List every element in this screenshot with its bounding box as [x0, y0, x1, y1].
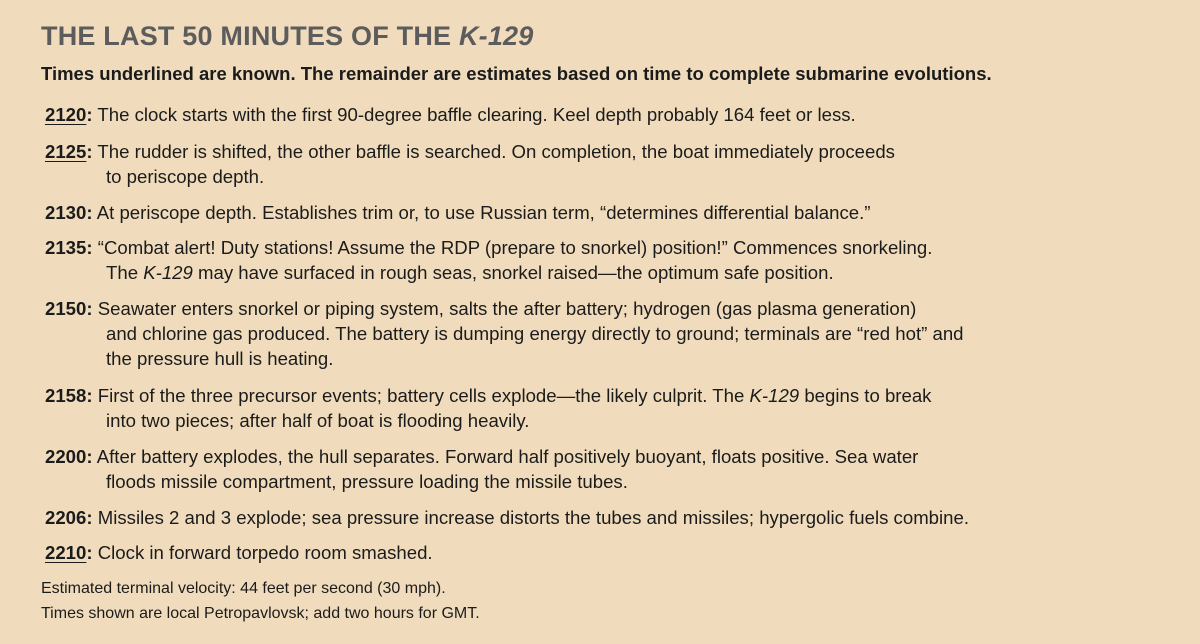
entry-text: Missiles 2 and 3 explode; sea pressure increase distorts the tubes and missiles; hypergolic fuels combine. — [97, 507, 969, 528]
timeline-entry-2125: 2125: The rudder is shifted, the other baffle is searched. On completion, the boat immediately proceeds to periscope depth. — [45, 141, 895, 187]
vessel-name: K-129 — [749, 385, 800, 406]
entry-text: and chlorine gas produced. The battery is dumping energy directly to ground; terminals are “red hot” and — [106, 323, 964, 344]
timeline-entry-2206: 2206: Missiles 2 and 3 explode; sea pressure increase distorts the tubes and missiles; hypergolic fuels combine. — [45, 507, 969, 528]
entry-text: to periscope depth. — [106, 166, 265, 187]
timeline-entry-2210: 2210: Clock in forward torpedo room smashed. — [45, 542, 433, 563]
entry-text: floods missile compartment, pressure loading the missile tubes. — [106, 471, 628, 492]
footnotes — [41, 576, 480, 626]
title-prefix: THE LAST 50 MINUTES OF THE — [41, 21, 452, 51]
entry-time: 2120 — [45, 104, 87, 125]
entry-text: may have surfaced in rough seas, snorkel raised—the optimum safe position. — [198, 262, 834, 283]
entry-text: Clock in forward torpedo room smashed. — [97, 542, 433, 563]
entry-text: The clock starts with the first 90-degree baffle clearing. Keel depth probably 164 feet or less. — [97, 104, 856, 125]
entry-text: the pressure hull is heating. — [106, 348, 334, 369]
entry-text: The rudder is shifted, the other baffle is searched. On completion, the boat immediately proceeds — [97, 141, 895, 162]
entry-time: 2150 — [45, 298, 87, 319]
page-title — [41, 21, 533, 52]
entry-time: 2210 — [45, 542, 87, 563]
entry-text: At periscope depth. Establishes trim or, to use Russian term, “determines differential balance.” — [96, 202, 871, 223]
footnote: Estimated terminal velocity: 44 feet per second (30 mph). — [41, 580, 446, 597]
entry-text: First of the three precursor events; battery cells explode—the likely culprit. The — [97, 385, 745, 406]
timeline-entry-2150: 2150: Seawater enters snorkel or piping system, salts the after battery; hydrogen (gas plasma generation) and chlorine gas produced. The battery is dumping energy directly to ground; terminals are “red hot” and the pressure hull is heating. — [45, 298, 964, 369]
entry-text: begins to break — [804, 385, 932, 406]
entry-time: 2125 — [45, 141, 87, 162]
timeline-entry-2200: 2200: After battery explodes, the hull separates. Forward half positively buoyant, floats positive. Sea water floods missile compartment, pressure loading the missile tubes. — [45, 446, 919, 492]
entry-text: After battery explodes, the hull separates. Forward half positively buoyant, floats positive. Sea water — [96, 446, 919, 467]
timeline-entry-2120: 2120: The clock starts with the first 90-degree baffle clearing. Keel depth probably 164 feet or less. — [45, 104, 856, 125]
subtitle: Times underlined are known. The remainder are estimates based on time to complete submarine evolutions. — [41, 63, 992, 84]
footnote: Times shown are local Petropavlovsk; add two hours for GMT. — [41, 605, 480, 622]
timeline-entry-2130: 2130: At periscope depth. Establishes trim or, to use Russian term, “determines differential balance.” — [45, 202, 871, 223]
vessel-name: K-129 — [143, 262, 193, 283]
title-vessel: K-129 — [458, 21, 534, 51]
entry-text: The — [106, 262, 139, 283]
entry-time: 2200 — [45, 446, 87, 467]
entry-text: “Combat alert! Duty stations! Assume the RDP (prepare to snorkel) position!” Commences snorkeling. — [97, 237, 933, 258]
entry-time: 2130 — [45, 202, 87, 223]
entry-text: into two pieces; after half of boat is flooding heavily. — [106, 410, 530, 431]
timeline-entry-2135: 2135: “Combat alert! Duty stations! Assume the RDP (prepare to snorkel) position!” Commences snorkeling. The K-129 may have surfaced in rough seas, snorkel raised—the optimum safe position. — [45, 237, 933, 283]
entry-text: Seawater enters snorkel or piping system, salts the after battery; hydrogen (gas plasma generation) — [97, 298, 917, 319]
entry-time: 2206 — [45, 507, 87, 528]
timeline-entry-2158: 2158: First of the three precursor events; battery cells explode—the likely culprit. The K-129 begins to break into two pieces; after half of boat is flooding heavily. — [45, 385, 932, 431]
entry-time: 2158 — [45, 385, 87, 406]
entry-time: 2135 — [45, 237, 87, 258]
